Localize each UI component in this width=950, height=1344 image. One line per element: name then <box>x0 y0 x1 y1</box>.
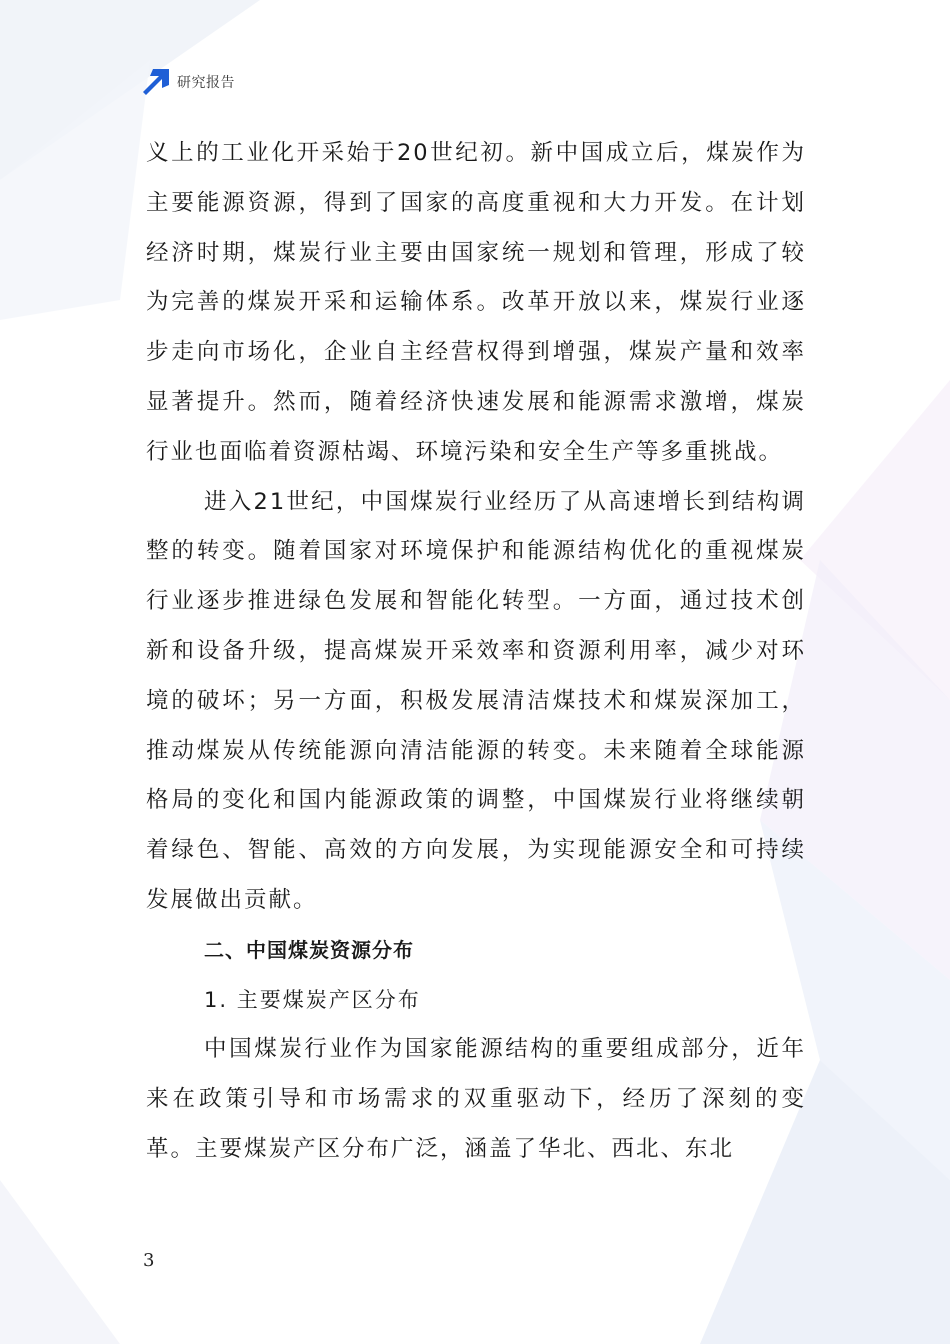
document-body <box>146 129 806 1175</box>
paragraph-1: 义上的工业化开采始于20世纪初。新中国成立后，煤炭作为主要能源资源，得到了国家的高度重视和大力开发。在计划经济时期，煤炭行业主要由国家统一规划和管理，形成了较为完善的煤炭开采和运输体系。改革开放以来，煤炭行业逐步走向市场化，企业自主经营权得到增强，煤炭产量和效率显著提升。然而，随着经济快速发展和能源需求激增，煤炭行业也面临着资源枯竭、环境污染和安全生产等多重挑战。 <box>146 140 806 465</box>
paragraph-3: 中国煤炭行业作为国家能源结构的重要组成部分，近年来在政策引导和市场需求的双重驱动下，经历了深刻的变革。主要煤炭产区分布广泛，涵盖了华北、西北、东北 <box>146 1036 806 1162</box>
brand-label: 研究报告 <box>177 75 235 91</box>
subsection-heading: 1. 主要煤炭产区分布 <box>204 987 421 1012</box>
report-header <box>143 68 235 96</box>
section-heading: 二、中国煤炭资源分布 <box>204 937 414 962</box>
arrow-up-right-icon <box>143 69 169 95</box>
page-number: 3 <box>143 1250 155 1271</box>
paragraph-2: 进入21世纪，中国煤炭行业经历了从高速增长到结构调整的转变。随着国家对环境保护和能源结构优化的重视煤炭行业逐步推进绿色发展和智能化转型。一方面，通过技术创新和设备升级，提高煤炭开采效率和资源利用率，减少对环境的破坏；另一方面，积极发展清洁煤技术和煤炭深加工，推动煤炭从传统能源向清洁能源的转变。未来随着全球能源格局的变化和国内能源政策的调整，中国煤炭行业将继续朝着绿色、智能、高效的方向发展，为实现能源安全和可持续发展做出贡献。 <box>146 488 806 913</box>
